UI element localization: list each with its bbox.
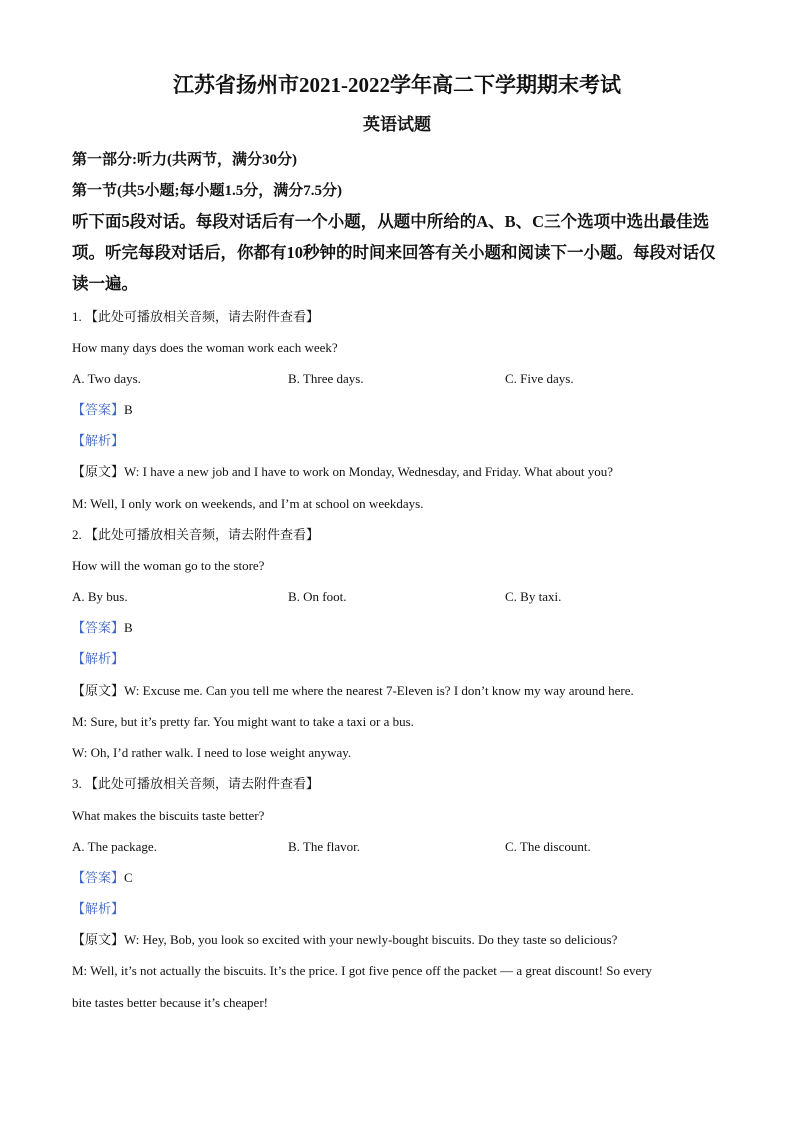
original-tag: 【原文】 [72,932,125,947]
question-1-analysis-tag: 【解析】 [72,433,125,448]
answer-value: C [124,870,133,885]
answer-tag: 【答案】 [72,402,125,417]
question-2-option-a: A. By bus. [72,589,128,604]
question-1-option-c: C. Five days. [505,371,574,386]
question-1-option-a: A. Two days. [72,371,141,386]
answer-tag: 【答案】 [72,870,125,885]
question-2-transcript-2: M: Sure, but it’s pretty far. You might want to take a taxi or a bus. [72,714,414,729]
question-1-transcript-2: M: Well, I only work on weekends, and I’m at school on weekdays. [72,496,424,511]
question-2-analysis-tag: 【解析】 [72,651,125,666]
question-2-option-c: C. By taxi. [505,589,562,604]
answer-value: B [124,620,133,635]
question-2-header: 2. 【此处可播放相关音频，请去附件查看】 [72,527,320,542]
transcript-line: W: Hey, Bob, you look so excited with your newly-bought biscuits. Do they taste so delicious? [124,932,618,947]
transcript-line: W: Excuse me. Can you tell me where the nearest 7-Eleven is? I don’t know my way around here. [124,683,634,698]
question-3-option-b: B. The flavor. [288,839,360,854]
instructions-line-2: 项。听完每段对话后，你都有10秒钟的时间来回答有关小题和阅读下一小题。每段对话仅 [72,243,716,262]
question-2-stem: How will the woman go to the store? [72,558,265,573]
instructions-line-1: 听下面5段对话。每段对话后有一个小题，从题中所给的A、B、C三个选项中选出最佳选 [72,212,710,231]
question-3-header: 3. 【此处可播放相关音频，请去附件查看】 [72,776,320,791]
question-1-option-b: B. Three days. [288,371,364,386]
question-1-header: 1. 【此处可播放相关音频，请去附件查看】 [72,309,320,324]
exam-subtitle: 英语试题 [363,115,431,134]
question-3-transcript-1 [72,931,617,949]
transcript-line: W: I have a new job and I have to work on Monday, Wednesday, and Friday. What about you? [124,464,613,479]
question-3-option-c: C. The discount. [505,839,591,854]
question-3-option-a: A. The package. [72,839,157,854]
exam-title: 江苏省扬州市2021-2022学年高二下学期期末考试 [173,73,621,97]
part-heading: 第一部分:听力(共两节，满分30分) [72,152,297,168]
answer-tag: 【答案】 [72,620,125,635]
question-3-transcript-2: M: Well, it’s not actually the biscuits. It’s the price. I got five pence off the packet — a great discount! So every [72,963,653,978]
question-3-analysis-tag: 【解析】 [72,901,125,916]
question-1-transcript-1 [72,463,613,481]
section-heading: 第一节(共5小题;每小题1.5分，满分7.5分) [72,183,342,199]
question-2-transcript-3: W: Oh, I’d rather walk. I need to lose weight anyway. [72,745,352,760]
question-2-transcript-1 [72,682,634,700]
question-2-answer [72,619,133,637]
question-3-transcript-3: bite tastes better because it’s cheaper! [72,995,268,1010]
original-tag: 【原文】 [72,683,125,698]
question-1-stem: How many days does the woman work each week? [72,340,338,355]
answer-value: B [124,402,133,417]
question-1-answer [72,401,133,419]
question-3-stem: What makes the biscuits taste better? [72,808,265,823]
original-tag: 【原文】 [72,464,125,479]
question-3-answer [72,869,133,887]
question-2-option-b: B. On foot. [288,589,347,604]
instructions-line-3: 读一遍。 [72,274,138,293]
